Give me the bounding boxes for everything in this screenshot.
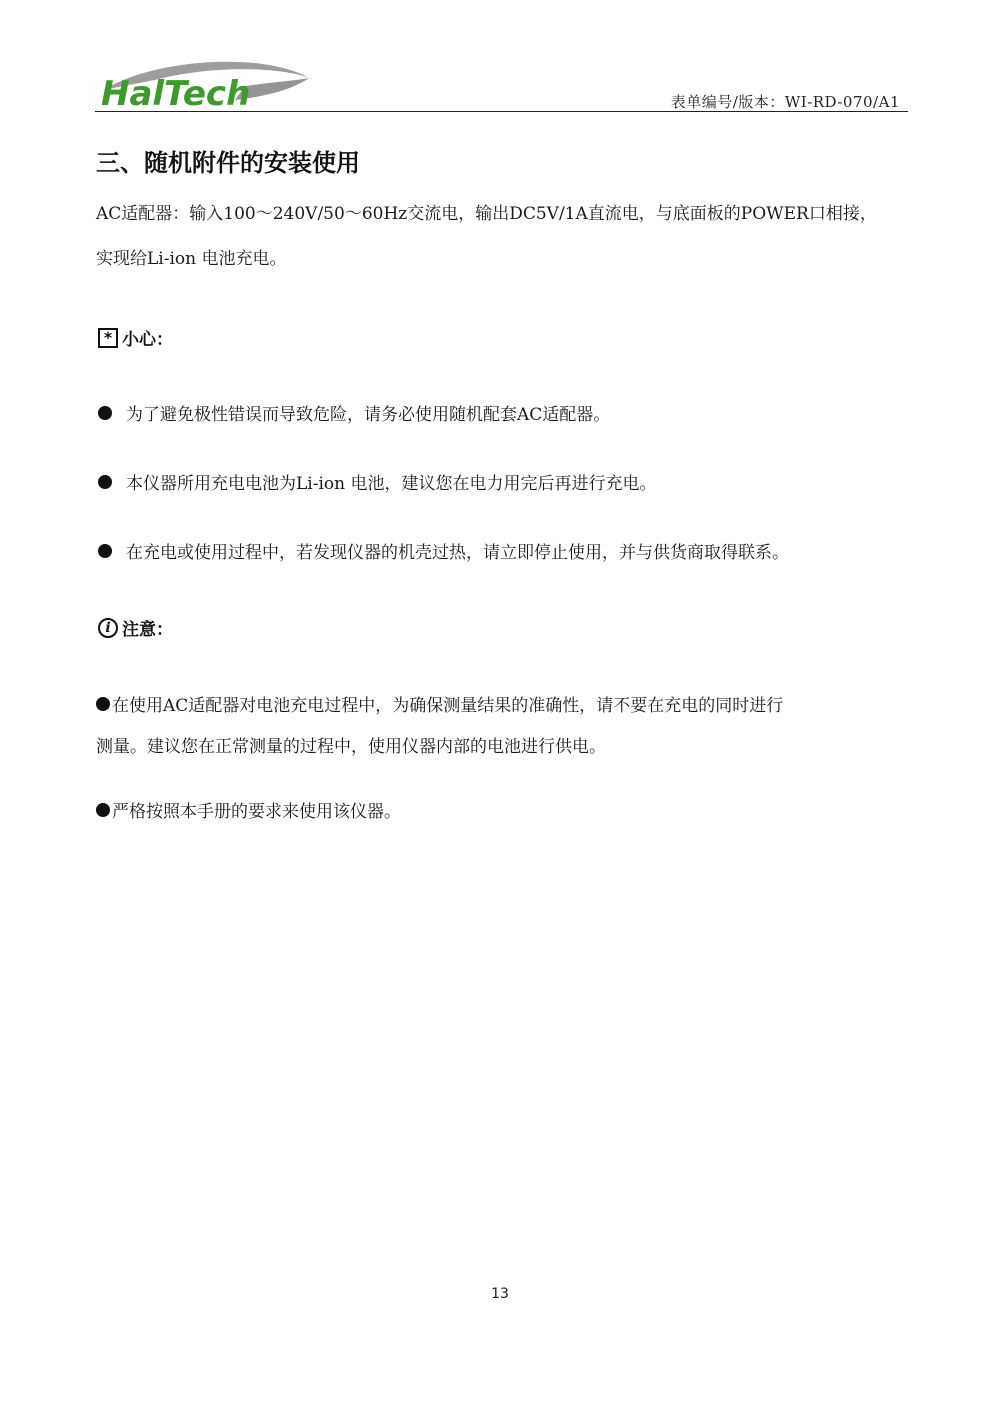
info-circle-icon: i <box>98 618 118 638</box>
caution-item-text: 在充电或使用过程中，若发现仪器的机壳过热，请立即停止使用，并与供货商取得联系。 <box>126 543 789 563</box>
note-item-2 <box>96 797 401 822</box>
haltech-logo <box>95 56 315 112</box>
caution-item-text: 为了避免极性错误而导致危险，请务必使用随机配套AC适配器。 <box>126 405 611 425</box>
page-number: 13 <box>491 1286 509 1302</box>
bullet-icon <box>98 475 112 489</box>
note-item-1-line-2: 测量。建议您在正常测量的过程中，使用仪器内部的电池进行供电。 <box>96 737 606 757</box>
caution-item-text: 本仪器所用充电电池为Li-ion 电池，建议您在电力用完后再进行充电。 <box>126 474 657 494</box>
note-item-1 <box>96 691 783 716</box>
intro-line-1: AC适配器：输入100～240V/50～60Hz交流电，输出DC5V/1A直流电，与底面板的POWER口相接， <box>96 204 877 224</box>
caution-item-2 <box>98 469 657 494</box>
note-item-1-line-1: 在使用AC适配器对电池充电过程中，为确保测量结果的准确性，请不要在充电的同时进行 <box>112 696 784 716</box>
bullet-icon <box>98 544 112 558</box>
bullet-icon <box>98 406 112 420</box>
form-number: 表单编号/版本：WI-RD-070/A1 <box>670 93 900 111</box>
caution-item-3 <box>98 538 789 563</box>
caution-heading <box>98 325 173 350</box>
intro-line-2: 实现给Li-ion 电池充电。 <box>96 249 287 269</box>
caution-label: 小心： <box>122 330 173 350</box>
bullet-icon <box>96 803 110 817</box>
note-item-2-text: 严格按照本手册的要求来使用该仪器。 <box>112 802 401 822</box>
note-label: 注意： <box>122 620 173 640</box>
asterisk-box-icon: * <box>98 328 118 348</box>
note-heading <box>98 615 173 640</box>
logo-text: HalTech <box>101 74 251 112</box>
section-title: 三、随机附件的安装使用 <box>96 149 360 177</box>
page-header <box>95 56 908 112</box>
header-divider <box>95 111 908 112</box>
bullet-icon <box>96 697 110 711</box>
caution-item-1 <box>98 400 610 425</box>
